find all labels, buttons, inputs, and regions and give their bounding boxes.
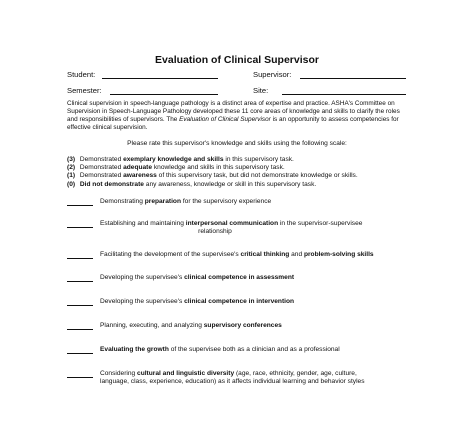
scale-number: (1) (67, 172, 76, 180)
scale-text-bold: exemplary knowledge and skills (123, 156, 224, 163)
scale-text-bold: awareness (123, 172, 157, 180)
rating-blank-2[interactable] (67, 227, 93, 228)
item-text-7 (100, 346, 412, 354)
item-bold: cultural and linguistic diversity (137, 370, 235, 377)
item-post: for the supervisory experience (181, 198, 272, 205)
item-bold: preparation (144, 198, 181, 205)
item-text-6 (100, 322, 412, 330)
document-title: Evaluation of Clinical Supervisor (155, 54, 319, 66)
item-pre: Considering (100, 370, 138, 377)
item-bold: clinical competence in intervention (184, 298, 295, 305)
rating-blank-1[interactable] (67, 205, 93, 206)
scale-number: (2) (67, 164, 76, 172)
scale-row (67, 172, 427, 180)
item-continuation: language, class, experience, education) as it affects individual learning and behavior styles (100, 378, 365, 386)
supervisor-label: Supervisor: (253, 70, 292, 79)
scale-text-bold: adequate (123, 164, 153, 172)
item-pre: Developing the supervisee's (100, 274, 185, 281)
item-text-1 (100, 198, 412, 206)
scale-number: (0) (67, 180, 76, 188)
rating-blank-8[interactable] (67, 377, 93, 378)
rating-blank-3[interactable] (67, 258, 93, 259)
intro-text-2: is an opportunity to assess competencies for effective clinical supervision. (67, 116, 399, 131)
item-post: of the supervisee both as a clinician and as a professional (168, 346, 340, 353)
item-text-8 (100, 370, 412, 386)
site-label: Site: (253, 86, 269, 95)
item-bold: clinical competence in assessment (184, 274, 295, 281)
scale-row (67, 181, 427, 189)
item-pre: Developing the supervisee's (100, 298, 185, 305)
rating-blank-7[interactable] (67, 353, 93, 354)
scale-text-pre: Demonstrated (79, 172, 124, 180)
item-pre: Demonstrating (100, 198, 145, 205)
item-post: and (289, 251, 304, 258)
item-bold: Evaluating the growth (100, 346, 169, 353)
scale-text-bold: Did not demonstrate (79, 180, 144, 188)
rating-blank-5[interactable] (67, 305, 93, 306)
student-field[interactable] (102, 78, 218, 79)
item-post: (age, race, ethnicity, gender, age, culture, (234, 370, 357, 377)
item-text-4 (100, 274, 412, 282)
rating-scale (67, 156, 427, 189)
item-bold: interpersonal communication (185, 220, 279, 227)
item-text-2 (100, 220, 412, 236)
scale-text-pre: Demonstrated (79, 164, 124, 172)
rating-blank-6[interactable] (67, 329, 93, 330)
intro-text-1: Clinical supervision in speech-language pathology is a distinct area of expertise and practice. ASHA's Committee on Supervision in Speech-Language Pathology developed these 11 core areas of knowledge and skills to clarify the roles and responsibilities of supervisors. The (67, 100, 400, 123)
semester-label: Semester: (67, 86, 102, 95)
scale-text-pre: Demonstrated (79, 156, 124, 163)
item-bold: critical thinking (240, 251, 290, 258)
scale-number: (3) (67, 156, 76, 163)
scale-row (67, 164, 427, 172)
intro-italic-text: Evaluation of Clinical Supervisor (179, 116, 271, 123)
student-label: Student: (67, 70, 96, 79)
item-post: in the supervisor-supervisee (278, 220, 363, 227)
item-text-3 (100, 251, 412, 259)
semester-field[interactable] (110, 94, 218, 95)
scale-text-post: any awareness, knowledge or skill in this supervisory task. (143, 180, 317, 188)
site-field[interactable] (282, 94, 406, 95)
item-text-5 (100, 298, 412, 306)
scale-text-post: in this supervisory task. (223, 156, 294, 163)
item-bold: supervisory conferences (203, 322, 282, 329)
item-bold-2: problem-solving skills (303, 251, 374, 258)
rating-blank-4[interactable] (67, 281, 93, 282)
supervisor-field[interactable] (300, 78, 406, 79)
scale-row (67, 156, 427, 164)
rating-instruction: Please rate this supervisor's knowledge and skills using the following scale: (127, 140, 347, 147)
item-pre: Planning, executing, and analyzing (100, 322, 204, 329)
item-pre: Establishing and maintaining (100, 220, 186, 227)
intro-paragraph (67, 100, 407, 132)
scale-text-post: knowledge and skills in this supervisory task. (152, 164, 285, 172)
scale-text-post: of this supervisory task, but did not demonstrate knowledge or skills. (156, 172, 358, 180)
item-continuation: relationship (198, 228, 232, 236)
item-pre: Facilitating the development of the supervisee's (100, 251, 241, 258)
